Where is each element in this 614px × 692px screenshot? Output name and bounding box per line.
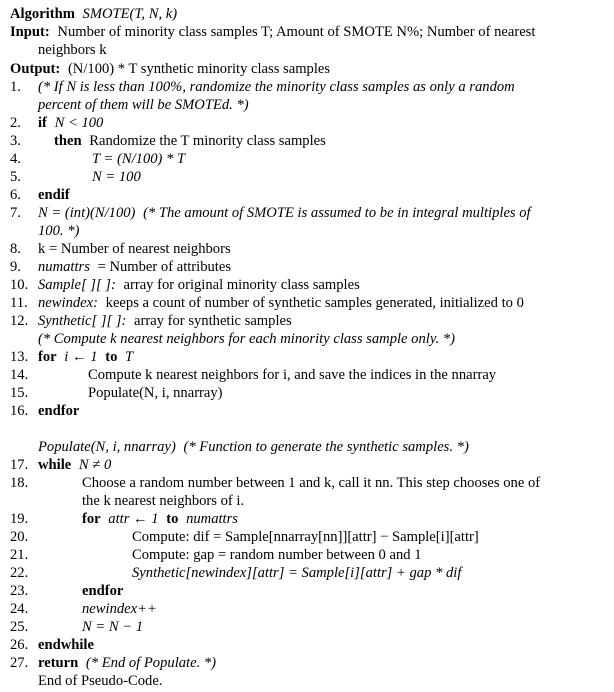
input-keyword: Input: xyxy=(10,24,50,40)
variable: Synthetic[ ][ ]: xyxy=(38,313,127,329)
line-number: 17. xyxy=(10,457,29,473)
keyword-for: for xyxy=(82,511,101,527)
line-number: 16. xyxy=(10,403,29,419)
line-number: 24. xyxy=(10,601,29,617)
keyword-endfor: endfor xyxy=(82,583,124,599)
line-number: 8. xyxy=(10,241,21,257)
code-line-16 xyxy=(0,402,614,420)
keyword-for: for xyxy=(38,349,57,365)
code-line-8 xyxy=(0,240,614,258)
line-number: 23. xyxy=(10,583,29,599)
line-number: 9. xyxy=(10,259,21,275)
line-number: 3. xyxy=(10,133,21,149)
statement: array for synthetic samples xyxy=(134,313,292,329)
variable: newindex: xyxy=(38,295,98,311)
line-number: 19. xyxy=(10,511,29,527)
code-line-4 xyxy=(0,150,614,168)
line-number: 26. xyxy=(10,637,29,653)
code-line-9 xyxy=(0,258,614,276)
algorithm-title xyxy=(0,5,614,23)
code-line-11 xyxy=(0,294,614,312)
statement: Compute: dif = Sample[nnarray[nn]][attr] − Sample[i][attr] xyxy=(132,529,479,545)
line-number: 6. xyxy=(10,187,21,203)
statement: Populate(N, i, nnarray) xyxy=(88,385,223,401)
code-line-2 xyxy=(0,114,614,132)
keyword-endif: endif xyxy=(38,187,70,203)
keyword-if: if xyxy=(38,115,47,131)
code-line-18 xyxy=(0,474,614,492)
code-line-12 xyxy=(0,312,614,330)
line-number: 13. xyxy=(10,349,29,365)
statement: the k nearest neighbors of i. xyxy=(82,493,245,509)
keyword-to: to xyxy=(166,511,179,527)
statement: = Number of attributes xyxy=(97,259,232,275)
line-number: 18. xyxy=(10,475,29,491)
statement: N = 100 xyxy=(92,169,141,185)
keyword-endwhile: endwhile xyxy=(38,637,94,653)
line-number: 22. xyxy=(10,565,29,581)
line-number: 15. xyxy=(10,385,29,401)
keyword-return: return xyxy=(38,655,79,671)
keyword-then: then xyxy=(54,133,82,149)
keyword-to: to xyxy=(105,349,118,365)
code-line-7 xyxy=(0,204,614,222)
keyword-endfor: endfor xyxy=(38,403,80,419)
line-number: 12. xyxy=(10,313,29,329)
statement: attr ← 1 xyxy=(108,511,159,527)
output-line xyxy=(0,60,614,78)
comment: (* If N is less than 100%, randomize the minority class samples as only a random xyxy=(38,79,515,95)
line-number: 5. xyxy=(10,169,21,185)
input-line xyxy=(0,23,614,41)
code-line-1 xyxy=(0,78,614,96)
code-line-3 xyxy=(0,132,614,150)
code-line-14 xyxy=(0,366,614,384)
populate-header xyxy=(0,438,614,456)
end-line xyxy=(0,672,614,690)
algorithm-signature: SMOTE(T, N, k) xyxy=(82,6,178,22)
statement: T xyxy=(125,349,134,365)
code-line-12-comment xyxy=(0,330,614,348)
line-number: 20. xyxy=(10,529,29,545)
input-line-cont xyxy=(0,41,614,59)
statement: Choose a random number between 1 and k, call it nn. This step chooses one of xyxy=(82,475,541,491)
code-line-23 xyxy=(0,582,614,600)
statement: numattrs xyxy=(186,511,238,527)
statement: N = N − 1 xyxy=(82,619,144,635)
statement: N ≠ 0 xyxy=(78,457,112,473)
variable: numattrs xyxy=(38,259,90,275)
end-text: End of Pseudo-Code. xyxy=(38,673,163,689)
line-number: 11. xyxy=(10,295,28,311)
comment: (* End of Populate. *) xyxy=(85,655,217,671)
statement: N = (int)(N/100) xyxy=(38,205,136,221)
statement: i ← 1 xyxy=(64,349,98,365)
line-number: 1. xyxy=(10,79,21,95)
code-line-27 xyxy=(0,654,614,672)
statement: array for original minority class samples xyxy=(123,277,360,293)
statement: Randomize the T minority class samples xyxy=(89,133,326,149)
statement: Synthetic[newindex][attr] = Sample[i][attr] + gap * dif xyxy=(132,565,462,581)
code-line-7-cont xyxy=(0,222,614,240)
line-number: 25. xyxy=(10,619,29,635)
code-line-5 xyxy=(0,168,614,186)
comment: 100. *) xyxy=(38,223,80,239)
keyword-while: while xyxy=(38,457,72,473)
comment: (* Function to generate the synthetic samples. *) xyxy=(183,439,469,455)
code-line-10 xyxy=(0,276,614,294)
code-line-26 xyxy=(0,636,614,654)
line-number: 10. xyxy=(10,277,29,293)
statement: Compute k nearest neighbors for i, and save the indices in the nnarray xyxy=(88,367,497,383)
code-line-15 xyxy=(0,384,614,402)
line-number: 7. xyxy=(10,205,21,221)
line-number: 27. xyxy=(10,655,29,671)
function-signature: Populate(N, i, nnarray) xyxy=(38,439,176,455)
code-line-13 xyxy=(0,348,614,366)
input-text-cont: neighbors k xyxy=(38,42,107,58)
code-line-24 xyxy=(0,600,614,618)
algorithm-keyword: Algorithm xyxy=(10,6,75,22)
code-line-20 xyxy=(0,528,614,546)
code-line-21 xyxy=(0,546,614,564)
code-line-19 xyxy=(0,510,614,528)
output-keyword: Output: xyxy=(10,61,61,77)
statement: N < 100 xyxy=(54,115,104,131)
code-line-17 xyxy=(0,456,614,474)
statement: k = Number of nearest neighbors xyxy=(38,241,231,257)
line-number: 4. xyxy=(10,151,21,167)
statement: T = (N/100) * T xyxy=(92,151,186,167)
variable: Sample[ ][ ]: xyxy=(38,277,116,293)
statement: Compute: gap = random number between 0 and 1 xyxy=(132,547,422,563)
comment: percent of them will be SMOTEd. *) xyxy=(38,97,249,113)
line-number: 21. xyxy=(10,547,29,563)
code-line-6 xyxy=(0,186,614,204)
code-line-22 xyxy=(0,564,614,582)
line-number: 2. xyxy=(10,115,21,131)
code-line-25 xyxy=(0,618,614,636)
input-text: Number of minority class samples T; Amount of SMOTE N%; Number of nearest xyxy=(57,24,536,40)
code-line-18-cont xyxy=(0,492,614,510)
line-number: 14. xyxy=(10,367,29,383)
output-text: (N/100) * T synthetic minority class samples xyxy=(67,61,331,77)
comment: (* Compute k nearest neighbors for each minority class sample only. *) xyxy=(38,331,455,347)
code-line-1-cont xyxy=(0,96,614,114)
statement: newindex++ xyxy=(82,601,157,617)
comment: (* The amount of SMOTE is assumed to be in integral multiples of xyxy=(143,205,531,221)
statement: keeps a count of number of synthetic samples generated, initialized to 0 xyxy=(105,295,524,311)
